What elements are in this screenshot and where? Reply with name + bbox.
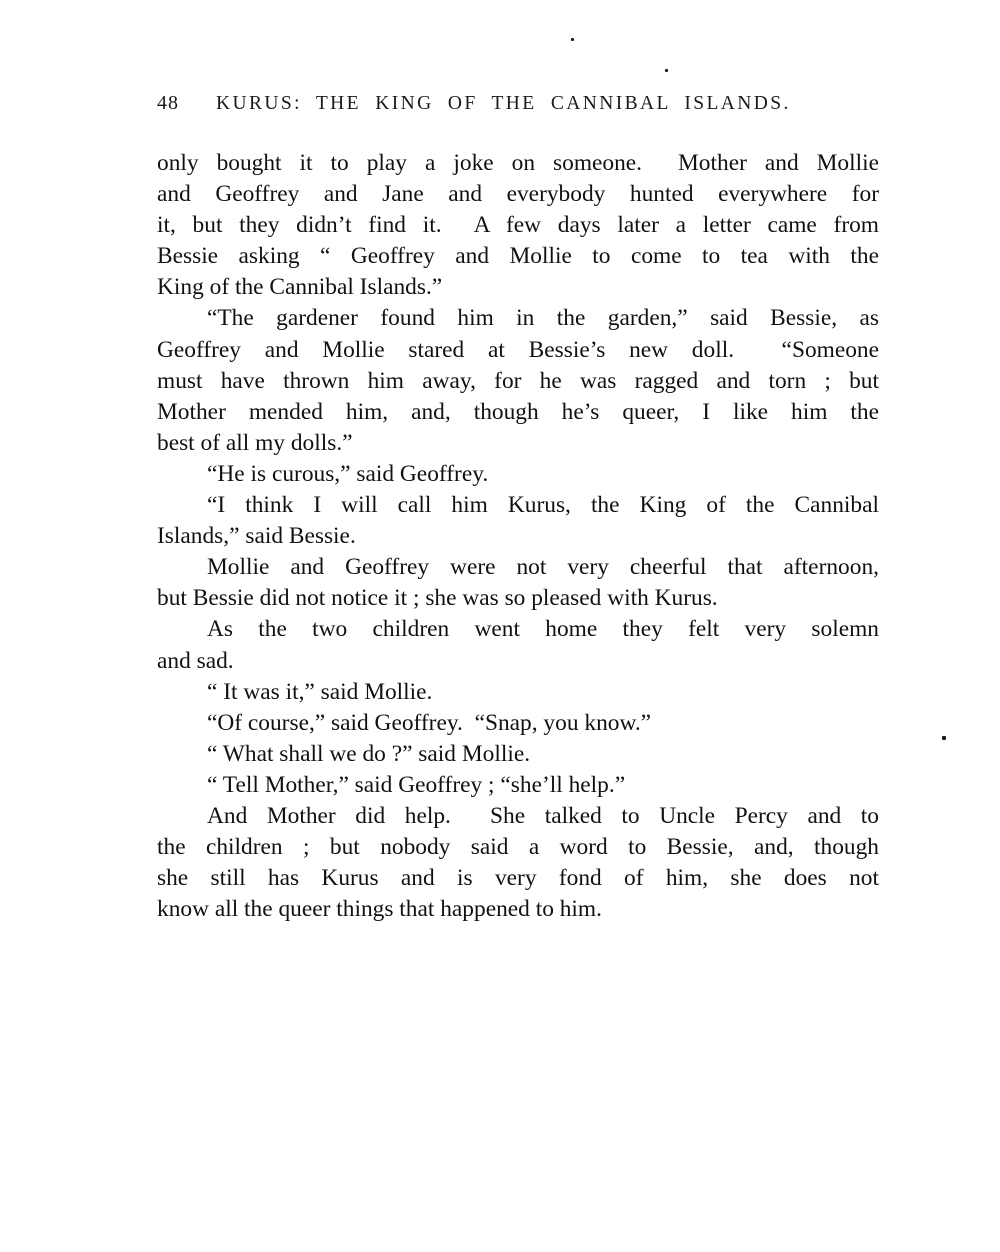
paragraph (157, 739, 879, 770)
text-line: Mother mended him, and, though he’s queer, I like him the (157, 398, 879, 425)
paragraph (157, 677, 879, 708)
text-block (157, 92, 879, 925)
text-line: “Of course,” said Geoffrey. “Snap, you know.” (207, 709, 652, 736)
text-line: and Geoffrey and Jane and everybody hunted everywhere for (157, 181, 879, 208)
text-line: “The gardener found him in the garden,” said Bessie, as (207, 305, 879, 332)
text-line: she still has Kurus and is very fond of him, she does not (157, 865, 879, 892)
text-line: “I think I will call him Kurus, the King of the Cannibal (207, 492, 879, 519)
text-line: best of all my dolls.” (157, 429, 353, 456)
page-number: 48 (157, 92, 179, 114)
paragraph (157, 708, 879, 739)
text-line: “ Tell Mother,” said Geoffrey ; “she’ll help.” (207, 771, 626, 798)
paragraph (157, 552, 879, 614)
text-line: And Mother did help. She talked to Uncle Percy and to (207, 802, 879, 829)
text-line: know all the queer things that happened to him. (157, 896, 602, 923)
scan-speck (571, 38, 574, 41)
scan-speck (665, 69, 668, 72)
text-line: Islands,” said Bessie. (157, 523, 356, 550)
text-line: but Bessie did not notice it ; she was so pleased with Kurus. (157, 585, 718, 612)
text-line: “ It was it,” said Mollie. (207, 678, 433, 705)
scan-speck (942, 736, 946, 740)
text-line: “He is curous,” said Geoffrey. (207, 460, 489, 487)
text-line: Bessie asking “ Geoffrey and Mollie to come to tea with the (157, 243, 879, 270)
text-line: the children ; but nobody said a word to Bessie, and, though (157, 834, 879, 861)
text-body (157, 148, 879, 925)
text-line: King of the Cannibal Islands.” (157, 274, 443, 301)
text-line: must have thrown him away, for he was ragged and torn ; but (157, 367, 879, 394)
text-line: As the two children went home they felt very solemn (207, 616, 879, 643)
paragraph (157, 614, 879, 676)
paragraph (157, 459, 879, 490)
running-header (157, 92, 879, 115)
paragraph (157, 490, 879, 552)
text-line: Mollie and Geoffrey were not very cheerful that afternoon, (207, 554, 879, 581)
text-line: and sad. (157, 647, 234, 674)
text-line: only bought it to play a joke on someone. Mother and Mollie (157, 150, 879, 176)
text-line: “ What shall we do ?” said Mollie. (207, 740, 531, 767)
text-line: Geoffrey and Mollie stared at Bessie’s new doll. “Someone (157, 336, 879, 363)
paragraph (157, 801, 879, 925)
paragraph (157, 770, 879, 801)
paragraph (157, 148, 879, 303)
text-line: it, but they didn’t find it. A few days later a letter came from (157, 212, 879, 239)
running-title: KURUS: THE KING OF THE CANNIBAL ISLANDS. (216, 93, 791, 114)
paragraph (157, 303, 879, 458)
